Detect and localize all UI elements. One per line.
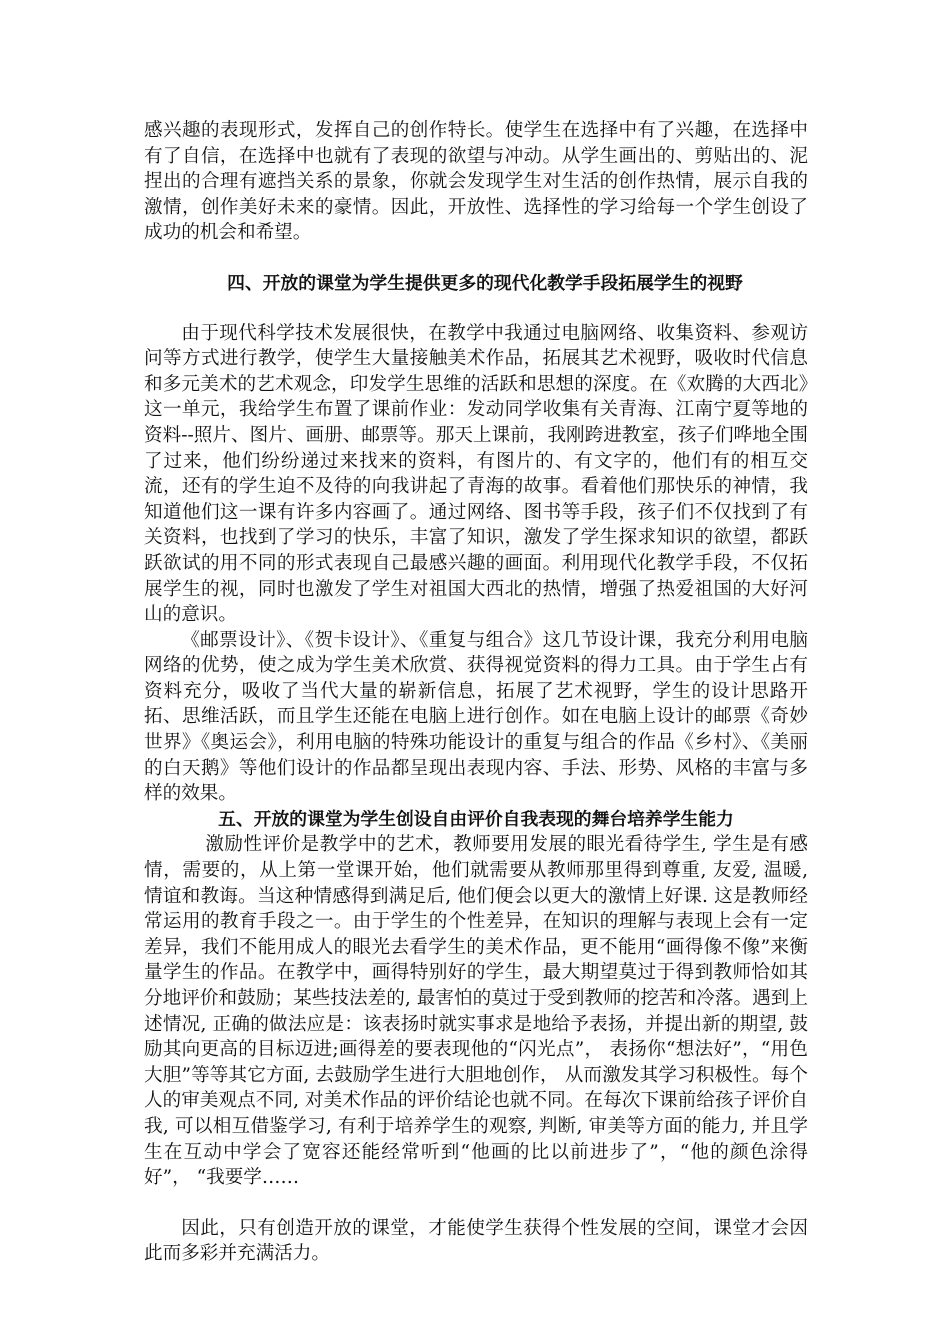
section-4-paragraph-1: 由于现代科学技术发展很快，在教学中我通过电脑网络、收集资料、参观访问等方式进行教学，使学生大量接触美术作品，拓展其艺术视野，吸收时代信息和多元美术的艺术观念，印发学生思维的活跃和思想的深度。在《欢腾的大西北》这一单元，我给学生布置了课前作业：发动同学收集有关青海、江南宁夏等地的资料--照片、图片、画册、邮票等。那天上课前，我刚跨进教室，孩子们哗地全围了过来，他们纷纷递过来找来的资料，有图片的、有文字的，他们有的相互交流，还有的学生迫不及待的向我讲起了青海的故事。看着他们那快乐的神情，我知道他们这一课有许多内容画了。通过网络、图书等手段，孩子们不仅找到了有关资料，也找到了学习的快乐，丰富了知识，激发了学生探求知识的欲望，都跃跃欲试的用不同的形式表现自己最感兴趣的画面。利用现代化教学手段，不仅拓展学生的视，同时也激发了学生对祖国大西北的热情，增强了热爱祖国的大好河山的意识。 bbox=[144, 322, 808, 626]
intro-paragraph: 感兴趣的表现形式，发挥自己的创作特长。使学生在选择中有了兴趣，在选择中有了自信，在选择中也就有了表现的欲望与冲动。从学生画出的、剪贴出的、泥捏出的合理有遮挡关系的景象，你就会发现学生对生活的创作热情，展示自我的激情，创作美好未来的豪情。因此，开放性、选择性的学习给每一个学生创设了成功的机会和希望。 bbox=[144, 120, 808, 244]
section-5-paragraph: 激励性评价是教学中的艺术，教师要用发展的眼光看待学生, 学生是有感情，需要的，从上第一堂课开始，他们就需要从教师那里得到尊重, 友爱, 温暖, 情谊和教诲。当这种情感得到满足后, 他们便会以更大的激情上好课. 这是教师经常运用的教育手段之一。由于学生的个性差异，在知识的理解与表现上会有一定差异，我们不能用成人的眼光去看学生的美术作品，更不能用“画得像不像”来衡量学生的作品。在教学中，画得特别好的学生，最大期望莫过于得到教师恰如其分地评价和鼓励；某些技法差的, 最害怕的莫过于受到教师的挖苦和冷落。遇到上述情况, 正确的做法应是：该表扬时就实事求是地给予表扬，并提出新的期望, 鼓励其向更高的目标迈进;画得差的要表现他的“闪光点”， 表扬你“想法好”，“用色大胆”等等其它方面, 去鼓励学生进行大胆地创作， 从而激发其学习积极性。每个人的审美观点不同, 对美术作品的评价结论也就不同。在每次下课前给孩子评价自我, 可以相互借鉴学习, 有利于培养学生的观察, 判断, 审美等方面的能力, 并且学生在互动中学会了宽容还能经常听到“他画的比以前进步了”，“他的颜色涂得好”， “我要学…… bbox=[144, 834, 808, 1189]
section-5-heading: 五、开放的课堂为学生创设自由评价自我表现的舞台培养学生能力 bbox=[218, 808, 734, 830]
section-4-heading: 四、开放的课堂为学生提供更多的现代化教学手段拓展学生的视野 bbox=[227, 272, 743, 294]
conclusion-paragraph: 因此，只有创造开放的课堂，才能使学生获得个性发展的空间，课堂才会因此而多彩并充满活力。 bbox=[144, 1217, 808, 1265]
document-page bbox=[144, 118, 808, 1267]
section-4-paragraph-2: 《邮票设计》、《贺卡设计》、《重复与组合》这几节设计课，我充分利用电脑网络的优势，使之成为学生美术欣赏、获得视觉资料的得力工具。由于学生占有资料充分，吸收了当代大量的崭新信息，拓展了艺术视野，学生的设计思路开拓、思维活跃，而且学生还能在电脑上进行创作。如在电脑上设计的邮票《奇妙世界》《奥运会》，利用电脑的特殊功能设计的重复与组合的作品《乡村》、《美丽的白天鹅》等他们设计的作品都呈现出表现内容、手法、形势、风格的丰富与多样的效果。 bbox=[144, 629, 808, 805]
